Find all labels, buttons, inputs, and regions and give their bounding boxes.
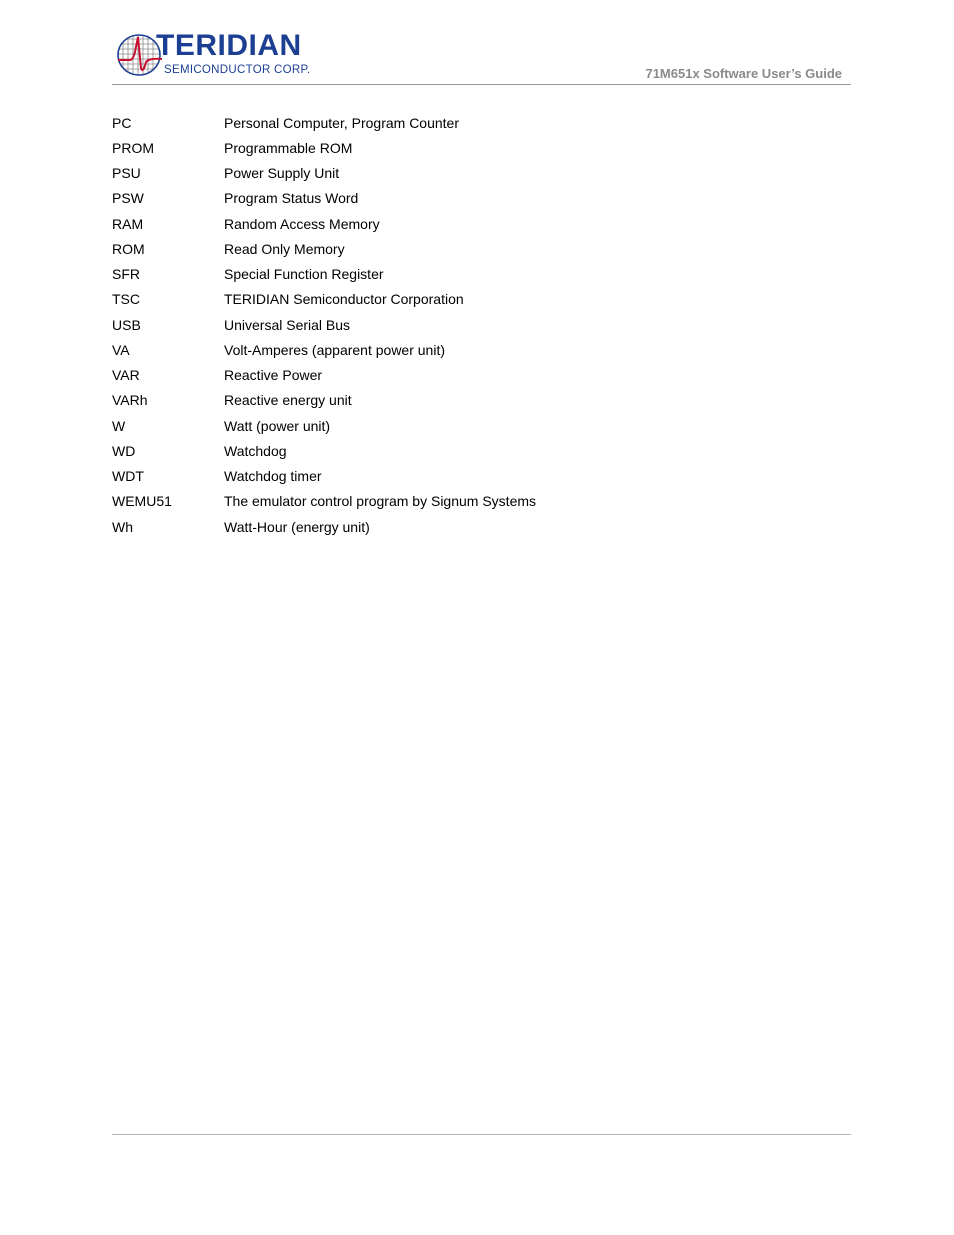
glossary-term: WDT: [112, 468, 144, 485]
teridian-logo: [116, 30, 316, 80]
glossary-definition: Watchdog timer: [224, 468, 322, 485]
glossary-row: [112, 438, 812, 463]
logo-name: TERIDIAN: [156, 29, 302, 62]
glossary-row: [112, 337, 812, 362]
glossary-list: [112, 110, 812, 539]
glossary-term: PSW: [112, 190, 144, 207]
glossary-row: [112, 287, 812, 312]
glossary-row: [112, 186, 812, 211]
glossary-term: ROM: [112, 240, 145, 257]
glossary-term: SFR: [112, 266, 140, 283]
glossary-definition: Reactive energy unit: [224, 392, 352, 409]
glossary-definition: Watt-Hour (energy unit): [224, 518, 370, 535]
glossary-definition: The emulator control program by Signum Systems: [224, 493, 537, 510]
glossary-definition: Power Supply Unit: [224, 165, 340, 182]
glossary-definition: Programmable ROM: [224, 139, 353, 156]
glossary-definition: Program Status Word: [224, 190, 359, 207]
glossary-definition: Volt-Amperes (apparent power unit): [224, 341, 445, 358]
glossary-definition: Personal Computer, Program Counter: [224, 114, 459, 131]
glossary-row: [112, 413, 812, 438]
glossary-definition: Universal Serial Bus: [224, 316, 351, 333]
document-title: 71M651x Software User’s Guide: [645, 66, 842, 81]
header-divider: [112, 84, 851, 85]
glossary-term: TSC: [112, 291, 140, 308]
glossary-row: [112, 312, 812, 337]
glossary-row: [112, 211, 812, 236]
glossary-definition: Watchdog: [224, 442, 287, 459]
glossary-row: [112, 514, 812, 539]
glossary-definition: Read Only Memory: [224, 240, 345, 257]
glossary-definition: Watt (power unit): [224, 417, 331, 434]
glossary-term: VARh: [112, 392, 148, 409]
glossary-term: WEMU51: [112, 493, 172, 510]
glossary-row: [112, 388, 812, 413]
glossary-definition: Special Function Register: [224, 266, 384, 283]
glossary-row: [112, 135, 812, 160]
glossary-term: VAR: [112, 367, 140, 384]
glossary-term: USB: [112, 316, 141, 333]
glossary-term: VA: [112, 341, 130, 358]
glossary-term: PROM: [112, 139, 154, 156]
glossary-term: PC: [112, 114, 132, 131]
footer-divider: [112, 1134, 851, 1135]
glossary-term: PSU: [112, 165, 141, 182]
glossary-term: WD: [112, 442, 136, 459]
glossary-term: RAM: [112, 215, 144, 232]
glossary-row: [112, 110, 812, 135]
glossary-definition: Random Access Memory: [224, 215, 380, 232]
glossary-row: [112, 262, 812, 287]
glossary-row: [112, 489, 812, 514]
glossary-row: [112, 236, 812, 261]
glossary-row: [112, 464, 812, 489]
glossary-row: [112, 363, 812, 388]
glossary-definition: TERIDIAN Semiconductor Corporation: [224, 291, 464, 308]
glossary-row: [112, 161, 812, 186]
glossary-definition: Reactive Power: [224, 367, 323, 384]
glossary-term: W: [112, 417, 126, 434]
logo-subtitle: SEMICONDUCTOR CORP.: [164, 64, 311, 76]
glossary-term: Wh: [112, 518, 133, 535]
